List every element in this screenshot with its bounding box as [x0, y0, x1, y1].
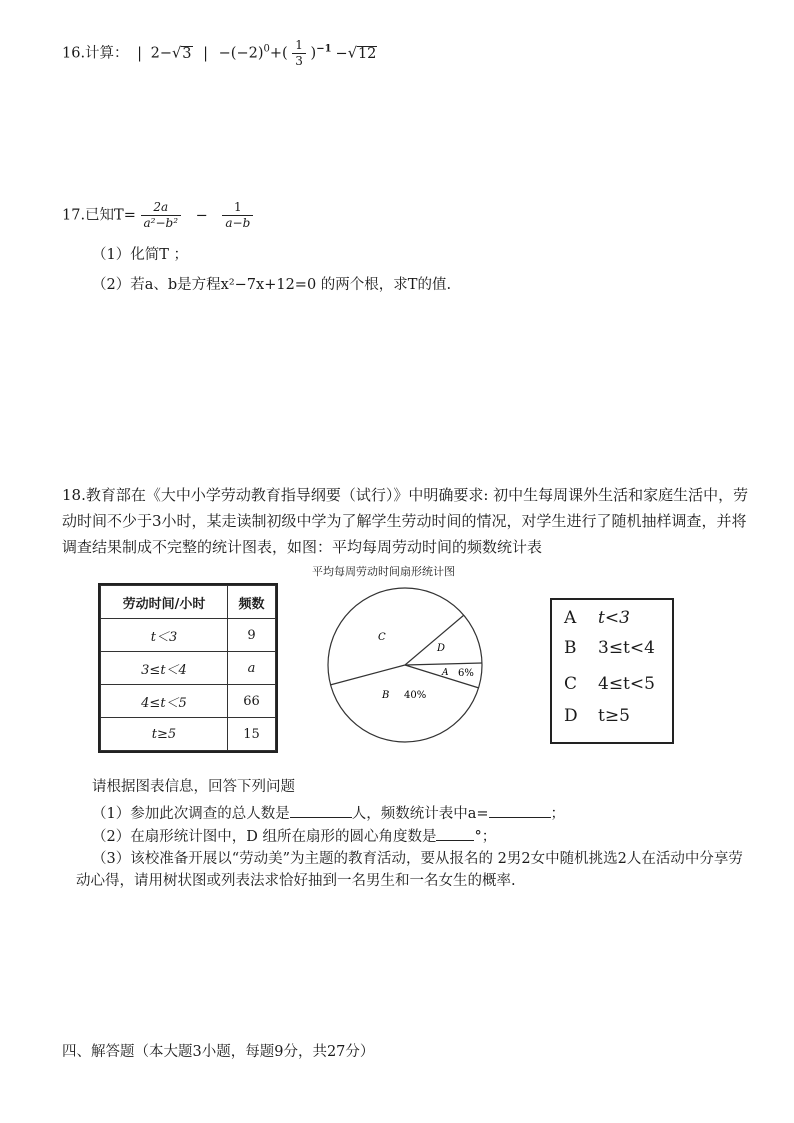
radicand-3: 3 — [182, 45, 192, 62]
question-17 — [62, 200, 253, 231]
q16-part4: ) — [310, 45, 317, 62]
legend-item — [564, 706, 630, 726]
q17-minus: − — [195, 207, 208, 224]
frequency-table — [98, 583, 278, 753]
fraction-one-third — [292, 38, 306, 69]
q18-sub1-text-a: （1）参加此次调查的总人数是 — [92, 806, 290, 822]
q18-prompt: 请根据图表信息，回答下列问题 — [92, 779, 295, 795]
pie-label-c: C — [378, 632, 386, 643]
legend-range: 3≤t<4 — [598, 638, 655, 658]
q18-sub2 — [92, 826, 496, 849]
pie-divider-d-c — [405, 615, 464, 665]
legend-key: D — [564, 706, 578, 726]
table-cell: 9 — [228, 619, 276, 652]
answer-blank-angle — [436, 826, 474, 841]
table-cell: t＜3 — [101, 619, 228, 652]
frac-den: a²−b² — [143, 216, 179, 230]
q18-sub1 — [92, 803, 565, 826]
frac-den: a−b — [225, 216, 251, 230]
pie-divider-a-d — [405, 663, 482, 665]
section-4-title: 四、解答题（本大题3小题，每题9分，共27分） — [62, 1044, 375, 1060]
exp-zero: 0 — [263, 43, 270, 55]
pie-label-b-percent: 40% — [404, 690, 427, 701]
pie-label-b: B — [382, 690, 390, 701]
frac-num: 2a — [141, 200, 182, 216]
pie-label-a-percent: 6% — [458, 668, 474, 679]
legend-item — [564, 638, 655, 658]
q16-part3: +( — [269, 45, 288, 62]
pie-label-a: A — [442, 668, 449, 678]
pie-divider-c-b — [330, 665, 405, 685]
legend-key: B — [564, 638, 577, 658]
pie-label-d: D — [437, 643, 446, 654]
table-header-frequency: 频数 — [228, 586, 276, 619]
q18-intro: 18.教育部在《大中小学劳动教育指导纲要（试行）》中明确要求: 初中生每周课外生活和家庭生活中，劳动时间不少于3小时，某走读制初级中学为了解学生劳动时间的情况，对学生进行了随机抽样调查，并将调查结果制成不完整的统计图表，如图：平均每周劳动时间的频数统计表 — [62, 486, 749, 556]
q16-two: 2− — [150, 45, 173, 62]
q18-sub1-text-c: ； — [550, 806, 566, 822]
table-cell: 4≤t＜5 — [101, 685, 228, 718]
table-cell: 15 — [228, 718, 276, 751]
table-cell: 3≤t＜4 — [101, 652, 228, 685]
q18-sub3: （3）该校准备开展以“劳动美”为主题的教育活动，要从报名的 2男2女中随机挑选2人在活动中分享劳动心得，请用树状图或列表法求恰好抽到一名男生和一名女生的概率. — [76, 851, 743, 889]
legend-item — [564, 674, 655, 694]
abs-bar-right: | — [203, 45, 209, 62]
q18-sub2-text-b: °； — [474, 829, 497, 845]
table-header-time: 劳动时间/小时 — [101, 586, 228, 619]
sqrt-icon: √ — [172, 45, 182, 62]
legend-item — [564, 608, 630, 628]
legend-range: t<3 — [598, 608, 630, 628]
table-row — [101, 619, 276, 652]
table-cell: 66 — [228, 685, 276, 718]
table-cell: a — [228, 652, 276, 685]
q17-sub2: （2）若a、b是方程x²−7x+12=0 的两个根，求T的值. — [92, 277, 452, 293]
table-row — [101, 718, 276, 751]
pie-legend — [550, 598, 674, 744]
pie-chart-title: 平均每周劳动时间扇形统计图 — [312, 565, 455, 578]
q17-sub1: （1）化简T ； — [92, 247, 189, 263]
sqrt-icon: √ — [347, 45, 357, 62]
table-row — [101, 652, 276, 685]
frac-den: 3 — [295, 54, 303, 68]
legend-range: 4≤t<5 — [598, 674, 655, 694]
q16-part2: −(−2) — [218, 45, 264, 62]
q16-label: 16.计算： — [62, 45, 129, 62]
q17-label: 17.已知T= — [62, 207, 136, 224]
fraction-2a — [141, 200, 182, 231]
legend-range: t≥5 — [598, 706, 630, 726]
exp-minus-one: −1 — [316, 43, 332, 55]
table-row — [101, 685, 276, 718]
frac-num: 1 — [222, 200, 253, 216]
q18-sub2-text-a: （2）在扇形统计图中，D 组所在扇形的圆心角度数是 — [92, 829, 437, 845]
answer-blank-a — [489, 803, 551, 818]
radicand-12: 12 — [357, 45, 377, 62]
table-cell: t≥5 — [101, 718, 228, 751]
pie-chart — [320, 580, 490, 750]
abs-bar-left: | — [137, 45, 143, 62]
q16-part5: − — [335, 45, 348, 62]
legend-key: A — [564, 608, 577, 628]
answer-blank-total — [290, 803, 352, 818]
q18-sub1-text-b: 人，频数统计表中a= — [351, 806, 489, 822]
frac-num: 1 — [292, 38, 306, 54]
fraction-1-over-a-b — [222, 200, 253, 231]
question-16 — [62, 38, 377, 69]
legend-key: C — [564, 674, 578, 694]
